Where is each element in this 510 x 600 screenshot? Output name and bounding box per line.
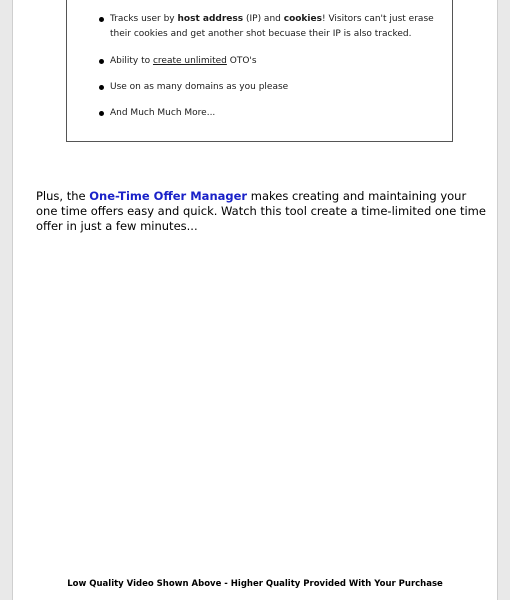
create-unlimited-link[interactable]: create unlimited — [152, 56, 227, 66]
video-area[interactable] — [33, 235, 479, 565]
feature-item-more: And Much Much More... — [99, 106, 444, 121]
host-address-text: host address — [177, 14, 244, 24]
intro-text: makes creating and maintaining your one time offers easy and quick. Watch this tool create a time-limited one time offer in just a few minutes... — [36, 188, 486, 233]
feature-box — [66, 0, 453, 142]
page-content — [12, 0, 498, 600]
feature-text: (IP) and — [243, 14, 284, 24]
video-quality-note: Low Quality Video Shown Above - Higher Quality Provided With Your Purchase — [67, 579, 443, 589]
feature-text: ! Visitors can't just erase their cookies and get another shot becuase their IP is also tracked. — [110, 14, 434, 39]
feature-list — [99, 12, 444, 121]
feature-text: Ability to — [110, 56, 153, 66]
feature-text: OTO's — [226, 56, 257, 66]
intro-paragraph — [36, 189, 491, 234]
cookies-text: cookies — [283, 14, 322, 24]
product-name-link[interactable]: One-Time Offer Manager — [89, 188, 248, 203]
feature-text: Tracks user by — [110, 14, 178, 24]
intro-text: Plus, the — [36, 188, 90, 203]
feature-item-domains: Use on as many domains as you please — [99, 80, 444, 95]
feature-item-unlimited-otos — [99, 54, 444, 69]
feature-item-ip-tracking — [99, 12, 444, 42]
